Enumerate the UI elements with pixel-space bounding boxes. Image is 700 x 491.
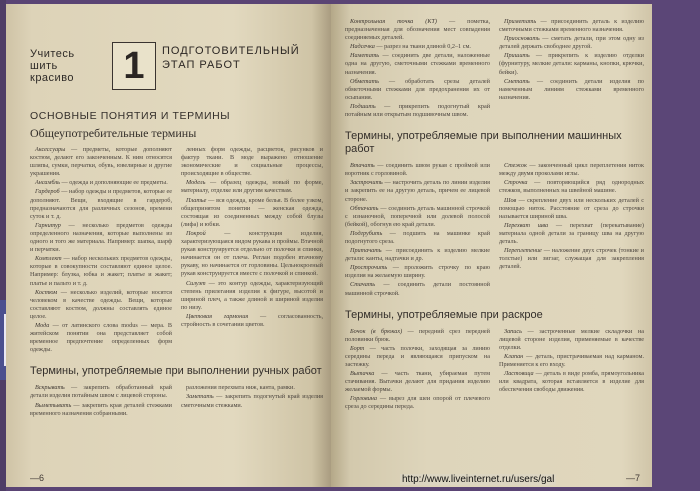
chapter-motto bbox=[30, 48, 110, 84]
manual-terms-columns bbox=[30, 384, 323, 418]
general-terms-columns bbox=[30, 146, 323, 355]
term-definition: разложения перехвата ниж, канта, рамки. bbox=[186, 384, 295, 392]
term-entry bbox=[30, 322, 172, 354]
subsection-title: Общеупотребительные термины bbox=[30, 126, 197, 140]
term-entry bbox=[499, 78, 644, 102]
term-entry bbox=[345, 78, 490, 102]
term-definition: — закрепить обработанный край детали изделия потайным швом с лицевой стороны. bbox=[30, 384, 172, 400]
term-entry bbox=[181, 384, 323, 392]
term-definition: — закрепить края деталей стежками временного назначения собранными. bbox=[30, 401, 172, 417]
term-definition: — прикрепить к изделию отделки (фурнитуру, мелкие детали: карманы, кнопки, крючки, бейки). bbox=[499, 52, 644, 76]
term-name: Костюм bbox=[35, 288, 58, 296]
term-name: Платье bbox=[186, 196, 207, 204]
term-name: Контрольная точка (КТ) bbox=[350, 18, 437, 25]
term-entry bbox=[499, 353, 644, 369]
term-name: Шов bbox=[504, 196, 517, 204]
term-name: Стачать bbox=[350, 281, 376, 289]
term-entry bbox=[345, 52, 490, 76]
right-page bbox=[331, 4, 654, 487]
term-definition: — образец одежды, новый по форме, материалу, отделке или другим качествам. bbox=[181, 179, 323, 195]
sewing-terms-columns bbox=[345, 18, 644, 120]
term-entry bbox=[345, 18, 490, 42]
term-entry bbox=[30, 402, 172, 418]
term-definition: — предметы, которые дополняют костюм, делают его законченным. К ним относятся шляпы, сумки, перчатки, обувь, ювелирные и другие украшения. bbox=[30, 146, 172, 178]
term-definition: — набор нескольких предметов одежды, которые в совокупности составляют единое целое. Например: блузка, юбка и жакет; платье и жакет; платье и пальто и т. д. bbox=[30, 255, 172, 287]
term-entry bbox=[30, 289, 172, 321]
term-definition: — несколько предметов одежды определенного назначения, которые выполнены из одного и того же материала. Например: шапка, шарф и перчатки. bbox=[30, 221, 172, 254]
terms-column bbox=[345, 328, 490, 413]
term-name: Стежок bbox=[504, 162, 527, 170]
term-name: Подшить bbox=[350, 102, 376, 110]
term-name: Приосновать bbox=[504, 35, 540, 43]
term-definition: — застроченные мелкие складочки на лицевой стороне изделия, применяемые в качестве отделки. bbox=[499, 327, 644, 351]
motto-line-3: красиво bbox=[30, 72, 75, 84]
term-definition: — прикрепить подогнутый край потайным или открытым подшивочным швом. bbox=[345, 102, 490, 119]
term-entry bbox=[345, 345, 490, 369]
terms-column bbox=[499, 162, 644, 299]
term-definition: — пометка, предназначенная для обозначения мест совпадения соединяемых деталей. bbox=[345, 18, 490, 42]
term-definition: — законченный цикл переплетения ниток между двумя проколами иглы. bbox=[499, 162, 644, 178]
chapter-title-line-1: ПОДГОТОВИТЕЛЬНЫЙ bbox=[162, 45, 300, 57]
term-entry bbox=[181, 393, 323, 409]
term-definition: — соединить деталь машинной строчкой с изнаночной, поперечной или долевой полосой (бейкой), обогнув ею край детали. bbox=[345, 204, 490, 228]
term-entry bbox=[499, 162, 644, 178]
term-entry bbox=[181, 146, 323, 178]
term-definition: — вся одежда, кроме белья. В более узком, общепринятом понятии — женская одежда, состоящая из соединенных между собой блузы (лифа) и юбки. bbox=[181, 196, 323, 228]
terms-column bbox=[30, 384, 172, 418]
term-definition: — часть полочки, заходящая за линию середины переда и являющаяся припуском на застежку. bbox=[345, 344, 490, 368]
watermark-url[interactable]: http://www.liveinternet.ru/users/gal bbox=[402, 474, 555, 485]
term-entry bbox=[499, 370, 644, 394]
term-definition: — разрез на ткани длиной 0,2–1 см. bbox=[374, 43, 471, 51]
term-name: Застрочить bbox=[350, 179, 383, 187]
term-definition: — от латинского слова modus — мера. В житейском понятии она представляет собой временное предпочтение определенных форм одежды. bbox=[30, 321, 172, 354]
term-entry bbox=[499, 179, 644, 195]
term-definition: — соединить две детали, наложенные одна на другую, сметочными стежками временного назначения. bbox=[345, 52, 490, 76]
terms-column bbox=[181, 146, 323, 355]
term-entry bbox=[345, 205, 490, 229]
term-name: Прострочить bbox=[350, 264, 388, 272]
term-name: Втачать bbox=[350, 162, 375, 170]
term-definition: — деталь в виде ромба, прямоугольника или квадрата, которая вставляется в изделие для обеспечения свободы движения. bbox=[499, 370, 644, 394]
term-name: Сметать bbox=[504, 77, 530, 85]
term-entry bbox=[499, 52, 644, 76]
chapter-header bbox=[30, 18, 323, 100]
term-name: Наметать bbox=[350, 52, 380, 60]
term-definition: — это контур одежды, характеризующий степень прилегания изделия к фигуре, высотой и шириной плеч, а также длиной и шириной изделия по низу. bbox=[181, 279, 323, 311]
terms-column bbox=[499, 18, 644, 120]
term-definition: — набор одежды и предметов, которые ее дополняют. Вещи, входящие в гардероб, предназначаются для различных сезонов, времени суток и т. д. bbox=[30, 188, 172, 220]
term-entry bbox=[345, 230, 490, 246]
term-definition: — присоединить к изделию мелкие детали: канты, надтачки и др. bbox=[345, 247, 490, 263]
cutting-terms-columns bbox=[345, 328, 644, 413]
term-definition: — соединить швом рукав с проймой или воротник с горловиной. bbox=[345, 162, 490, 178]
term-name: Обметать bbox=[350, 77, 379, 85]
term-entry bbox=[345, 264, 490, 280]
terms-column bbox=[345, 18, 490, 120]
term-name: Модель bbox=[186, 179, 206, 187]
term-definition: — повторяющийся ряд однородных стежков, выполненных на швейной машине. bbox=[499, 179, 644, 195]
term-entry bbox=[30, 255, 172, 287]
page-number-right: —7 bbox=[625, 473, 640, 483]
term-entry bbox=[181, 313, 323, 329]
term-entry bbox=[30, 188, 172, 220]
term-entry bbox=[30, 179, 172, 187]
chapter-title-line-2: ЭТАП РАБОТ bbox=[162, 59, 241, 71]
page-number-left: —6 bbox=[30, 473, 45, 483]
section-title-manual-work: Термины, употребляемые при выполнении ручных работ bbox=[30, 365, 322, 378]
term-name: Вскрывать bbox=[35, 384, 65, 392]
term-entry bbox=[345, 43, 490, 51]
term-definition: — одежда и дополняющие ее предметы. bbox=[59, 179, 168, 187]
section-title: ОСНОВНЫЕ ПОНЯТИЯ И ТЕРМИНЫ bbox=[30, 110, 231, 122]
term-name: Перехват шва bbox=[504, 221, 549, 229]
chapter-number: 1 bbox=[112, 42, 156, 90]
term-definition: — наложение двух строчек (тонкие и толстые) или зигзаг, служащая для закрепления деталей. bbox=[499, 247, 644, 271]
background-edge bbox=[652, 0, 700, 491]
term-definition: — деталь, пристрачиваемая над карманом. Применяется к его входу. bbox=[499, 352, 644, 368]
term-name: Запись bbox=[504, 327, 522, 335]
term-name: Пришить bbox=[504, 52, 530, 60]
term-name: Подгрубить bbox=[350, 229, 383, 237]
term-name: Ансамбль bbox=[35, 179, 60, 187]
term-definition: ленных форм одежды, расцветок, рисунков и фактур ткани. В моде выражено отношение экономические и социальные процессы, происходящие в обществе. bbox=[181, 146, 323, 178]
term-entry bbox=[499, 222, 644, 246]
term-definition: — конструкция изделия, характеризующаяся видом рукава и проймы. Втачной рукав конструируется отдельно от полочки и спинки, начинается он от плеча. Реглан подобен втачному рукаву, но начинается от горловины. Цельнокроеный рукав конструируется вместе с полочкой и спинкой. bbox=[181, 229, 323, 278]
term-entry bbox=[499, 247, 644, 271]
term-name: Гарнитур bbox=[35, 221, 61, 229]
term-name: Заметать bbox=[186, 393, 214, 401]
term-entry bbox=[499, 35, 644, 51]
term-definition: — закрепить подогнутый край изделия сметочными стежками. bbox=[181, 393, 323, 409]
section-title-cutting: Термины, употребляемые при раскрое bbox=[345, 308, 543, 321]
term-definition: — вырез для шеи опорой от плечевого среза до середины переда. bbox=[345, 395, 490, 411]
term-name: Выметывать bbox=[35, 401, 72, 409]
term-name: Мода bbox=[35, 321, 50, 329]
term-name: Надсечка bbox=[350, 43, 375, 51]
terms-column bbox=[181, 384, 323, 418]
term-entry bbox=[181, 230, 323, 279]
term-entry bbox=[345, 281, 490, 297]
term-entry bbox=[499, 328, 644, 352]
term-definition: — перехват (перекатывание) материала одной детали за границу шва на другую деталь. bbox=[499, 221, 644, 245]
term-name: Бочок (в брюках) bbox=[350, 327, 403, 335]
motto-line-1: Учитесь bbox=[30, 48, 75, 60]
term-entry bbox=[30, 384, 172, 400]
term-definition: — скрепление двух или нескольких деталей с помощью ниток. Расстояние от среза до строчки называется шириной шва. bbox=[499, 196, 644, 220]
term-definition: — обработать срезы деталей обметочными стежками для предохранения их от осыпания. bbox=[345, 77, 490, 101]
term-name: Гардероб bbox=[35, 188, 60, 196]
term-name: Ластовица bbox=[504, 370, 534, 378]
term-entry bbox=[181, 197, 323, 229]
term-definition: — проложить строчку по краю изделия на желаемую ширину. bbox=[345, 264, 490, 280]
motto-line-2: шить bbox=[30, 60, 58, 72]
term-entry bbox=[30, 146, 172, 178]
term-entry bbox=[181, 179, 323, 195]
term-entry bbox=[345, 247, 490, 263]
term-name: Силуэт bbox=[186, 279, 206, 287]
term-name: Строчка bbox=[504, 179, 528, 187]
term-definition: — соединить детали изделия по намеченным линиям стежками временного назначения. bbox=[499, 77, 644, 101]
term-definition: — подшить на машинке край подогнутого среза. bbox=[345, 229, 490, 245]
terms-column bbox=[30, 146, 172, 355]
term-name: Клапан bbox=[504, 352, 524, 360]
term-definition: — сметать детали, при этом одну из деталей держать свободнее другой. bbox=[499, 35, 644, 51]
machine-terms-columns bbox=[345, 162, 644, 299]
term-name: Аксессуары bbox=[35, 146, 66, 153]
term-definition: — присоединить деталь к изделию сметочными стежками временного назначения. bbox=[499, 18, 644, 34]
term-definition: — передний срез передней половинки брюк. bbox=[345, 327, 490, 343]
term-entry bbox=[499, 197, 644, 221]
left-page bbox=[6, 4, 331, 487]
term-entry bbox=[181, 280, 323, 312]
terms-column bbox=[345, 162, 490, 299]
term-entry bbox=[345, 328, 490, 344]
term-name: Обтачать bbox=[350, 204, 379, 212]
term-name: Борт bbox=[350, 344, 365, 352]
chapter-title bbox=[162, 44, 312, 72]
term-entry bbox=[499, 18, 644, 34]
term-name: Вытачка bbox=[350, 370, 375, 378]
term-name: Комплект bbox=[35, 255, 62, 263]
term-name: Притачать bbox=[350, 247, 382, 255]
term-entry bbox=[30, 222, 172, 254]
term-name: Переплетение bbox=[504, 247, 542, 255]
term-definition: — соединить детали постоянной машинной строчкой. bbox=[345, 281, 490, 297]
term-entry bbox=[345, 395, 490, 411]
term-name: Горловина bbox=[350, 395, 377, 403]
term-entry bbox=[345, 103, 490, 119]
term-name: Приметать bbox=[504, 18, 537, 25]
term-name: Покрой bbox=[186, 229, 206, 237]
term-definition: — часть ткани, убираемая путем стачивания. Вытачки делают для придания изделию желаемой формы. bbox=[345, 370, 490, 394]
term-definition: — настрочить деталь по линии изделия и закрепить ее на другую деталь, причем ее лицевой стороне. bbox=[345, 179, 490, 203]
section-title-machine-work: Термины, употребляемые при выполнении машинных работ bbox=[345, 130, 622, 156]
term-entry bbox=[345, 162, 490, 178]
term-definition: — несколько изделий, которые носятся человеком в качестве одежды. Вещи, которые составляют костюм, должны составлять единое целое. bbox=[30, 288, 172, 320]
term-entry bbox=[345, 370, 490, 394]
book-spread bbox=[6, 4, 654, 487]
term-entry bbox=[345, 179, 490, 203]
term-definition: — согласованность, стройность в сочетании цветов. bbox=[181, 312, 324, 328]
term-name: Цветовая гармония bbox=[186, 312, 249, 320]
terms-column bbox=[499, 328, 644, 413]
